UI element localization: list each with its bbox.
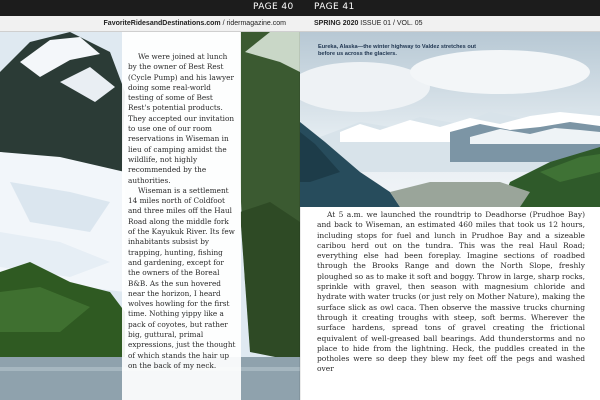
photo-caption: Eureka, Alaska—the winter highway to Valdez stretches out before us across the glaciers. xyxy=(318,44,477,57)
right-body-text xyxy=(317,210,585,375)
left-paragraph-1: We were joined at lunch by the owner of Best Rest (Cycle Pump) and his lawyer doing some real-world testing of some of Best Rest's potential products. They accepted our invitation to use one of our room reservations in Wiseman in lieu of camping amidst the wildlife, not highly recommended by the authorities. xyxy=(128,52,235,185)
left-paragraph-2: Wiseman is a settlement 14 miles north of Coldfoot and three miles off the Haul Road along the middle fork of the Kayukuk River. Its few inhabitants subsist by trapping, hunting, fishing and gardening, except for the owners of the Boreal B&B. As the sun hovered near the horizon, I heard wolves howling for the first time. Nothing yippy like a pack of coyotes, but rather big, guttural, primal expressions, just the thought of which stands the hair up on the back of my neck. xyxy=(128,185,236,370)
folio-site: FavoriteRidesandDestinations.com xyxy=(103,20,221,27)
left-folio xyxy=(0,16,300,32)
folio-issue: SPRING 2020 xyxy=(314,20,359,27)
folio-separator: / xyxy=(220,20,227,27)
page-header-bar xyxy=(0,0,600,16)
left-page-number: PAGE 40 xyxy=(253,2,294,12)
right-page-number: PAGE 41 xyxy=(314,2,355,12)
left-text-column xyxy=(122,32,241,400)
folio-issue-details: ISSUE 01 / VOL. 05 xyxy=(358,20,423,27)
right-paragraph-1: At 5 a.m. we launched the roundtrip to Deadhorse (Prudhoe Bay) and back to Wiseman, an estimated 460 miles that took us 12 hours, including stops for fuel and lunch in Prudhoe Bay and a sizeable caribou herd out on the tundra. This was the real Haul Road; everything else had been foreplay. Imagine sections of roadbed through the Brooks Range and down the North Slope, freshly ploughed so as to make it soft and boggy. Throw in large, sharp rocks, sprinkle with gravel, then season with magnesium chloride and hydrate with water trucks (or just rely on Mother Nature), making the surface slick as owl caca. Then observe the massive trucks churning through it creating troughs with steep, soft berms. Wherever the surface hardens, spread tons of gravel creating the frictional equivalent of well-greased ball bearings. Add thunderstorms and no place to hide from the lightning. Heck, the puddles created in the potholes were so deep they blew my feet off the pegs and washed over xyxy=(317,210,585,374)
right-folio xyxy=(300,16,600,32)
mountain-illustration xyxy=(300,32,600,207)
folio-magazine: ridermagazine.com xyxy=(226,20,286,27)
glacier-photo-right xyxy=(300,32,600,207)
